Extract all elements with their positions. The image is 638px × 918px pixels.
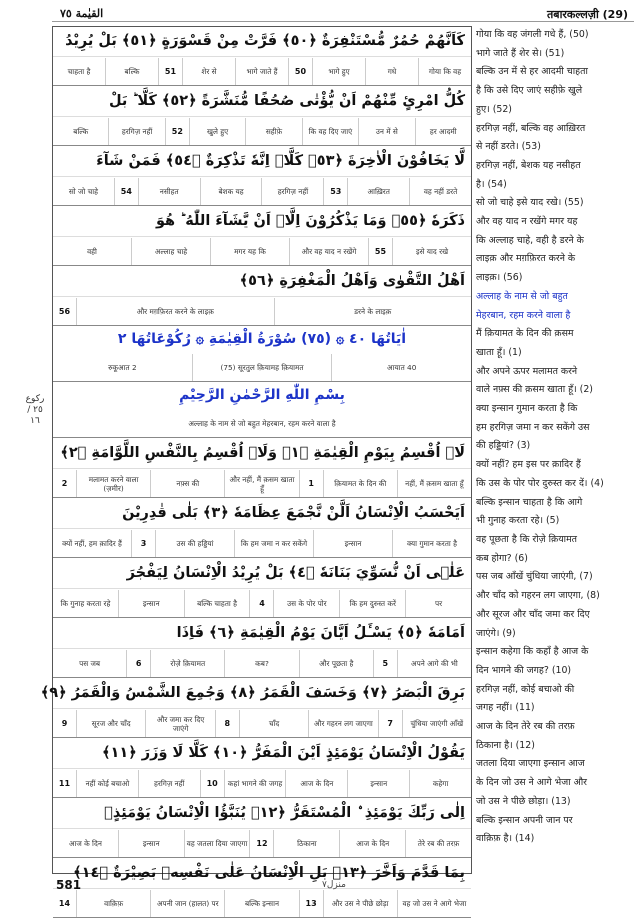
translation-line: कि उस के पोर पोर दुरुस्त कर दें। (4) xyxy=(476,477,604,489)
word-meaning-cell: इन्सान xyxy=(348,770,410,797)
word-meaning-cell: उन में से xyxy=(359,118,415,145)
verse-number-cell: 3 xyxy=(132,530,156,557)
word-meaning-cell: नफ़्स की xyxy=(151,470,225,497)
arabic-verse-line: اَهْلُ التَّقْوٰى وَاَهْلُ الْمَغْفِرَةِ ﴿٥٦﴾ xyxy=(53,267,471,297)
translation-line: लाइक़ और मग़फ़िरत करने के xyxy=(476,253,576,265)
word-meaning-cell: गधे xyxy=(366,58,419,85)
word-meaning-cell: वह नहीं डरते xyxy=(423,187,458,196)
verse-number-cell: 53 xyxy=(324,178,348,205)
word-meaning-cell: इन्सान xyxy=(119,830,185,857)
translation-line: वाले नफ़्स की क़सम खाता हूँ। (2) xyxy=(476,384,593,396)
word-meaning-cell: सूरज और चाँद xyxy=(77,710,146,737)
word-meaning-cell: बल्कि इन्सान xyxy=(225,890,299,917)
word-translation-row xyxy=(53,830,471,858)
word-meaning-cell: क्यों नहीं, हम क़ादिर हैं xyxy=(53,530,132,557)
translation-line: हुए। (52) xyxy=(476,103,512,115)
translation-line: भी गुनाह करता रहे। (5) xyxy=(476,515,560,527)
page-footer xyxy=(52,878,634,896)
translation-line: दिन भागने की जगह? (10) xyxy=(476,664,572,676)
word-meaning-cell: शेर से xyxy=(183,58,236,85)
translation-line: मैं क़ियामत के दिन की क़सम xyxy=(476,328,574,340)
quran-page xyxy=(22,4,634,908)
word-meaning-cell: हरगिज़ नहीं xyxy=(262,178,324,205)
translation-line: की हड्डियां? (3) xyxy=(476,440,531,452)
verse-number-cell: 9 xyxy=(53,710,77,737)
word-meaning-cell: कब? xyxy=(225,650,299,677)
translation-line: जतला दिया जाएगा इन्सान आज xyxy=(476,758,585,770)
word-meaning-cell: नहीं कोई बचाओ xyxy=(77,770,139,797)
word-meaning-cell: अल्लाह के नाम से जो बहुत मेहरबान, रहम करने वाला है xyxy=(188,419,336,428)
surah-name-arabic: القيٰمة ٧٥ xyxy=(60,7,104,20)
word-meaning-cell: कि हम जमा न कर सकेंगे xyxy=(235,530,314,557)
word-meaning-cell: और वह याद न रखेंगे xyxy=(290,238,369,265)
arabic-verse-line: يَقُوْلُ الْاِنْسَانُ يَوْمَئِذٍ اَيْنَ الْمَفَرُّ ﴿١٠﴾ كَلَّا لَا وَزَرَ ﴿١١﴾ xyxy=(53,739,471,769)
translation-line: ठिकाना है। (12) xyxy=(476,739,535,751)
arabic-verse-line: لَّا يَخَافُوْنَ الْاٰخِرَةَ ﴿٥٣﴾ كَلَّاۤ اِنَّهٗ تَذْكِرَةٌ ﴿٥٤﴾ فَمَنْ شَآءَ xyxy=(53,147,471,177)
verse-number-cell: 11 xyxy=(53,770,77,797)
word-meaning-cell: पर xyxy=(434,599,443,608)
word-meaning-cell: इसे याद रखे xyxy=(415,247,449,256)
translation-line: कब होगा? (6) xyxy=(476,552,528,564)
word-meaning-cell: ठिकाना xyxy=(274,830,340,857)
word-meaning-cell: और गहरन लग जाएगा xyxy=(309,710,378,737)
word-translation-row xyxy=(53,710,471,738)
translation-line: और चाँद को गहरन लग जाएगा, (8) xyxy=(476,590,600,602)
word-meaning-cell: बल्कि xyxy=(53,118,109,145)
word-meaning-cell: बल्कि चाहता है xyxy=(185,590,251,617)
translation-line: हम हरगिज़ जमा न कर सकेंगे उस xyxy=(476,421,590,433)
verse-number-cell: 6 xyxy=(127,650,151,677)
word-meaning-cell: और मग़फ़िरत करने के लाइक़ xyxy=(77,298,275,325)
word-meaning-cell: कि हम दुरुस्त करें xyxy=(340,590,406,617)
arabic-verse-line: اِلٰى رَبِّكَ يَوْمَئِذِ ۨ الْمُسْتَقَرُّ ﴿١٢﴾ يُنَبَّؤُا الْاِنْسَانُ يَوْمَئِذٍۭ xyxy=(53,799,471,829)
translation-line: लाइक़। (56) xyxy=(476,272,523,284)
word-meaning-cell: गोया कि वह xyxy=(428,67,462,76)
translation-line: वह पूछता है कि रोज़े क़ियामत xyxy=(476,533,578,545)
word-meaning-cell: कि गुनाह करता रहे xyxy=(53,590,119,617)
word-meaning-cell: कहां भागने की जगह xyxy=(225,770,287,797)
ruku-marker: ركوع ٢٥ / ١٦ xyxy=(25,394,45,426)
word-translation-row xyxy=(53,410,471,438)
word-translation-row xyxy=(53,530,471,558)
translation-line: और अपने ऊपर मलामत करने xyxy=(476,365,578,377)
word-meaning-cell: नसीहत xyxy=(139,178,201,205)
translation-line: जगह नहीं। (11) xyxy=(476,702,535,714)
word-meaning-cell: हर आदमी xyxy=(429,127,457,136)
translation-line: वाक़िफ़ है। (14) xyxy=(476,833,535,845)
word-meaning-cell: हरगिज़ नहीं xyxy=(109,118,165,145)
verse-number-cell: 55 xyxy=(369,238,393,265)
page-number: 581 xyxy=(56,878,82,892)
arabic-verse-line: بَرِقَ الْبَصَرُ ﴿٧﴾ وَخَسَفَ الْقَمَرُ ﴿٨﴾ وَجُمِعَ الشَّمْسُ وَالْقَمَرُ ﴿٩﴾ xyxy=(53,679,471,709)
verse-number-cell: 10 xyxy=(201,770,225,797)
word-meaning-cell: रोज़े क़ियामत xyxy=(151,650,225,677)
word-meaning-cell: वाक़िफ़ xyxy=(77,890,151,917)
word-translation-row xyxy=(53,118,471,146)
verse-number-cell: 4 xyxy=(250,590,274,617)
word-meaning-cell: अपने आगे की भी xyxy=(411,659,458,668)
translation-line: कि अल्लाह चाहे, वही है डरने के xyxy=(476,234,584,246)
translation-line: मेहरबान, रहम करने वाला है xyxy=(476,309,571,321)
word-meaning-cell: पस जब xyxy=(53,650,127,677)
translation-line: अल्लाह के नाम से जो बहुत xyxy=(476,290,568,302)
verse-number-cell: 50 xyxy=(289,58,313,85)
parah-name: तबारकल्लज़ी (29) xyxy=(547,8,628,21)
translation-line: भागे जाते हैं शेर से। (51) xyxy=(476,47,565,59)
translation-line: बल्कि इन्सान अपनी जान पर xyxy=(476,814,573,826)
word-translation-row xyxy=(53,298,471,326)
arabic-verse-line: ذَكَرَهٗ ﴿٥٥﴾ وَمَا يَذْكُرُوْنَ اِلَّاۤ اَنْ يَّشَآءَ اللّٰهُ ؕ هُوَ xyxy=(53,207,471,237)
word-meaning-cell: और नहीं, मैं क़सम खाता हूँ xyxy=(225,470,299,497)
verse-number-cell: 54 xyxy=(115,178,139,205)
translation-line: और वह याद न रखेंगे मगर यह xyxy=(476,216,578,228)
word-meaning-cell: भागे जाते हैं xyxy=(236,58,289,85)
word-meaning-cell: अपनी जान (हालत) पर xyxy=(151,890,225,917)
verse-number-cell: 7 xyxy=(379,710,403,737)
verse-number-cell: 2 xyxy=(53,470,77,497)
translation-line: सो जो चाहे इसे याद रखे। (55) xyxy=(476,197,584,209)
word-meaning-cell: चाहता है xyxy=(53,58,106,85)
translation-line: क्या इन्सान गुमान करता है कि xyxy=(476,403,578,415)
verse-number-cell: 51 xyxy=(159,58,183,85)
verse-number-cell: 52 xyxy=(166,118,190,145)
page-header xyxy=(52,4,634,22)
translation-line: आज के दिन तेरे रब की तरफ़ xyxy=(476,721,575,733)
word-meaning-cell: कहेगा xyxy=(432,779,449,788)
word-meaning-cell: आज के दिन xyxy=(340,830,406,857)
word-meaning-cell: (75) सूरतुल क़ियामह क़ियामत xyxy=(193,354,333,381)
arabic-verse-line: اَيَحْسَبُ الْاِنْسَانُ اَلَّنْ نَّجْمَعَ عِظَامَهٗ ﴿٣﴾ بَلٰى قٰدِرِيْنَ xyxy=(53,499,471,529)
word-meaning-cell: इन्सान xyxy=(119,590,185,617)
word-meaning-cell: तेरे रब की तरफ़ xyxy=(417,839,460,848)
word-meaning-cell: हरगिज़ नहीं xyxy=(139,770,201,797)
translation-line: और सूरज और चाँद जमा कर दिए xyxy=(476,608,590,620)
translation-line: इन्सान कहेगा कि कहाँ है आज के xyxy=(476,646,589,658)
translation-line: है कि उसे दिए जाएं सहीफ़े खुले xyxy=(476,85,583,97)
word-translation-row xyxy=(53,354,471,382)
arabic-verse-line: كَاَنَّهُمْ حُمُرٌ مُّسْتَنْفِرَةٌ ﴿٥٠﴾ فَرَّتْ مِنْ قَسْوَرَةٍ ﴿٥١﴾ بَلْ يُرِيْدُ xyxy=(53,27,471,57)
word-meaning-cell: सहीफ़े xyxy=(246,118,302,145)
word-meaning-cell: खुले हुए xyxy=(190,118,246,145)
word-meaning-cell: उस के पोर पोर xyxy=(274,590,340,617)
translation-line: बल्कि इन्सान चाहता है कि आगे xyxy=(476,496,583,508)
word-meaning-cell: और पूछता है xyxy=(300,650,374,677)
word-meaning-cell: और उस ने पीछे छोड़ा xyxy=(324,890,398,917)
manzil-label: منزل٧ xyxy=(322,880,346,890)
surah-title-line: بِسْمِ اللّٰهِ الرَّحْمٰنِ الرَّحِيْمِ xyxy=(179,387,345,403)
word-meaning-cell: आख़िरत xyxy=(348,178,410,205)
word-meaning-cell: आज के दिन xyxy=(286,770,348,797)
translation-line: खाता हूँ। (1) xyxy=(476,346,522,358)
verse-number-cell: 13 xyxy=(300,890,324,917)
word-translation-row xyxy=(53,238,471,266)
word-meaning-cell: वही xyxy=(53,238,132,265)
word-meaning-cell: रुकूआत 2 xyxy=(53,354,193,381)
word-meaning-cell: वह जो उस ने आगे भेजा xyxy=(402,899,467,908)
arabic-verse-line: كُلُّ امْرِئٍ مِّنْهُمْ اَنْ يُّؤْتٰى صُحُفًا مُّنَشَّرَةً ﴿٥٢﴾ كَلَّا ؕ بَلْ xyxy=(53,87,471,117)
arabic-verse-line: لَاۤ اُقْسِمُ بِيَوْمِ الْقِيٰمَةِ ﴿١﴾ وَلَاۤ اُقْسِمُ بِالنَّفْسِ اللَّوَّامَةِ ﴿٢﴾ xyxy=(53,439,471,469)
word-translation-row xyxy=(53,470,471,498)
surah-title-line: اٰيَاتُهَا ٤٠ ۞ (٧٥) سُوْرَةُ الْقِيٰمَةِ ۞ رُكُوْعَاتُهَا ٢ xyxy=(117,331,407,347)
translation-line: है। (54) xyxy=(476,178,507,190)
word-meaning-cell: वह जतला दिया जाएगा xyxy=(185,830,251,857)
word-translation-row xyxy=(53,650,471,678)
word-meaning-cell: इन्सान xyxy=(314,530,393,557)
word-meaning-cell: मलामत करने वाला (ज़मीर) xyxy=(77,470,151,497)
word-meaning-cell: और जमा कर दिए जाएंगे xyxy=(146,710,215,737)
word-meaning-cell: उस की हड्डियां xyxy=(156,530,235,557)
word-meaning-cell: बल्कि xyxy=(106,58,159,85)
translation-line: हरगिज़ नहीं, बेशक यह नसीहत xyxy=(476,159,581,171)
translation-line: जाएंगे। (9) xyxy=(476,627,516,639)
word-meaning-cell: अल्लाह चाहे xyxy=(132,238,211,265)
word-meaning-cell: सो जो चाहे xyxy=(53,178,115,205)
word-translation-row xyxy=(53,770,471,798)
word-meaning-cell: बेशक यह xyxy=(201,178,263,205)
word-meaning-cell: डरने के लाइक़ xyxy=(354,307,392,316)
verse-number-cell: 12 xyxy=(250,830,274,857)
verse-number-cell: 14 xyxy=(53,890,77,917)
arabic-verse-line: عَلٰۤى اَنْ نُّسَوِّيَ بَنَانَهٗ ﴿٤﴾ بَلْ يُرِيْدُ الْاِنْسَانُ لِيَفْجُرَ xyxy=(53,559,471,589)
word-meaning-cell: क़ियामत के दिन की xyxy=(324,470,398,497)
translation-line: बल्कि उन में से हर आदमी चाहता xyxy=(476,66,588,78)
verse-number-cell: 8 xyxy=(216,710,240,737)
word-translation-row xyxy=(53,590,471,618)
translation-line: हरगिज़ नहीं, बल्कि वह आख़िरत xyxy=(476,122,586,134)
translation-line: क्यों नहीं? हम इस पर क़ादिर हैं xyxy=(476,459,581,471)
word-meaning-cell: चाँद xyxy=(240,710,309,737)
word-translation-row xyxy=(53,58,471,86)
arabic-verse-line: اَمَامَهٗ ﴿٥﴾ يَسْـَٔلُ اَيَّانَ يَوْمُ الْقِيٰمَةِ ﴿٦﴾ فَاِذَا xyxy=(53,619,471,649)
verse-number-cell: 56 xyxy=(53,298,77,325)
word-meaning-cell: आज के दिन xyxy=(53,830,119,857)
word-meaning-cell: चुंधिया जाएंगी आँखें xyxy=(410,719,464,728)
word-translation-row xyxy=(53,178,471,206)
translation-line: गोया कि वह जंगली गधे हैं, (50) xyxy=(476,29,589,40)
word-meaning-cell: आयात 40 xyxy=(387,363,417,372)
translation-line: के दिन जो उस ने आगे भेजा और xyxy=(476,777,587,789)
translation-line: से नहीं डरते। (53) xyxy=(476,141,541,153)
hindi-translation-column xyxy=(476,26,632,874)
word-meaning-cell: नहीं, मैं क़सम खाता हूँ xyxy=(405,479,464,488)
verse-number-cell: 5 xyxy=(374,650,398,677)
word-meaning-cell: कि वह दिए जाएं xyxy=(303,118,359,145)
word-meaning-cell: क्या गुमान करता है xyxy=(407,539,457,548)
verse-number-cell: 1 xyxy=(300,470,324,497)
translation-line: पस जब आँखें चुंधिया जाएंगी, (7) xyxy=(476,571,593,583)
translation-line: हरगिज़ नहीं, कोई बचाओ की xyxy=(476,683,575,695)
arabic-verse-line: بِمَا قَدَّمَ وَاَخَّرَ ﴿١٣﴾ بَلِ الْاِنْسَانُ عَلٰى نَفْسِهٖ بَصِيْرَةٌ ﴿١٤﴾ xyxy=(53,859,471,889)
translation-line: जो उस ने पीछे छोड़ा। (13) xyxy=(476,795,571,807)
word-meaning-cell: मगर यह कि xyxy=(211,238,290,265)
word-meaning-cell: भागे हुए xyxy=(313,58,366,85)
